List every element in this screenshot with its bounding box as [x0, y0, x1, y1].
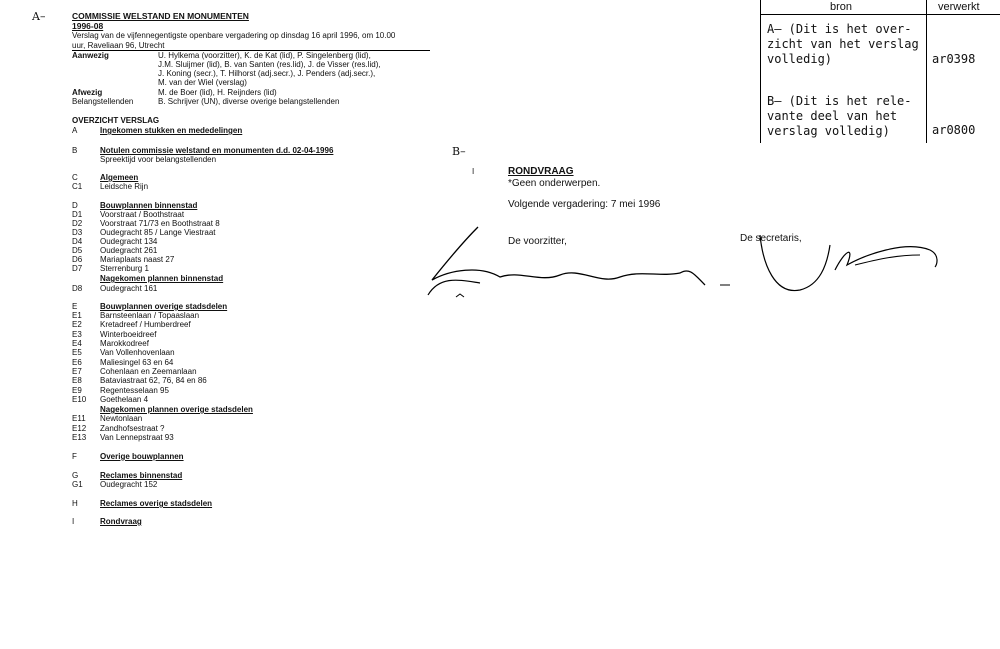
item-code-d3: D3	[72, 228, 83, 237]
item-code-g: G	[72, 471, 79, 480]
item-code-i: I	[72, 517, 75, 526]
item-code-d: D	[72, 201, 78, 210]
late-title-d: Nagekomen plannen binnenstad	[100, 274, 224, 283]
item-code-h: H	[72, 499, 78, 508]
box-note-a-3: volledig)	[767, 52, 833, 66]
item-text-d7: Sterrenburg 1	[100, 264, 149, 273]
secretary-label: De secretaris,	[740, 233, 802, 244]
item-code-e2: E2	[72, 320, 82, 329]
aanwezig-line-1: U. Hylkema (voorzitter), K. de Kat (lid), P. Singelenberg (lid),	[158, 51, 371, 60]
item-text-e9: Regentesselaan 95	[100, 386, 169, 395]
item-code-e1: E1	[72, 311, 82, 320]
aanwezig-line-2: J.M. Sluijmer (lid), B. van Santen (res.lid), J. de Visser (res.lid),	[158, 60, 381, 69]
box-code-b: ar0800	[932, 123, 976, 137]
item-text-d6: Mariaplaats naast 27	[100, 255, 175, 264]
belangstellenden-label: Belangstellenden	[72, 97, 134, 106]
item-code-d5: D5	[72, 246, 83, 255]
item-code-e5: E5	[72, 348, 82, 357]
item-code-a: A	[72, 126, 78, 135]
item-text-e6: Maliesingel 63 en 64	[100, 358, 174, 367]
item-text-d8: Oudegracht 161	[100, 284, 158, 293]
secretary-signature	[755, 225, 945, 310]
item-code-e10: E10	[72, 395, 87, 404]
item-code-c: C	[72, 173, 78, 182]
chair-signature	[420, 215, 740, 305]
afwezig-label: Afwezig	[72, 88, 103, 97]
item-text-e11: Newtonlaan	[100, 414, 143, 423]
document-number: 1996-08	[72, 21, 104, 31]
item-code-e9: E9	[72, 386, 82, 395]
item-title-i: Rondvraag	[100, 517, 142, 526]
item-code-g1: G1	[72, 480, 83, 489]
item-code-e3: E3	[72, 330, 82, 339]
item-text-e13: Van Lennepstraat 93	[100, 433, 174, 442]
item-code-b: B	[72, 146, 78, 155]
box-note-b-2: vante deel van het	[767, 109, 898, 123]
item-code-f: F	[72, 452, 77, 461]
item-title-h: Reclames overige stadsdelen	[100, 499, 213, 508]
chair-label: De voorzitter,	[508, 236, 567, 247]
item-text-g1: Oudegracht 152	[100, 480, 158, 489]
item-code-d6: D6	[72, 255, 83, 264]
aanwezig-label: Aanwezig	[72, 51, 109, 60]
item-code-e13: E13	[72, 433, 87, 442]
box-note-a-2: zicht van het verslag	[767, 37, 919, 51]
margin-mark-a: A–	[32, 10, 46, 23]
item-text-d4: Oudegracht 134	[100, 237, 158, 246]
item-title-g: Reclames binnenstad	[100, 471, 183, 480]
item-title-b: Notulen commissie welstand en monumenten d.d. 02-04-1996	[100, 146, 334, 155]
item-code-e8: E8	[72, 376, 82, 385]
item-text-e2: Kretadreef / Humberdreef	[100, 320, 191, 329]
rondvraag-title: RONDVRAAG	[508, 166, 574, 177]
item-code-d2: D2	[72, 219, 83, 228]
rondvraag-text: *Geen onderwerpen.	[508, 178, 601, 189]
item-text-c1: Leidsche Rijn	[100, 182, 149, 191]
item-text-d3: Oudegracht 85 / Lange Viestraat	[100, 228, 216, 237]
item-text-d2: Voorstraat 71/73 en Boothstraat 8	[100, 219, 220, 228]
box-divider	[926, 0, 927, 143]
late-title-e: Nagekomen plannen overige stadsdelen	[100, 405, 253, 414]
box-note-a-1: A– (Dit is het over-	[767, 22, 912, 36]
document-title: COMMISSIE WELSTAND EN MONUMENTEN	[72, 11, 249, 21]
box-code-a: ar0398	[932, 52, 976, 66]
box-note-b-1: B– (Dit is het rele-	[767, 94, 912, 108]
item-text-e12: Zandhofsestraat ?	[100, 424, 165, 433]
item-title-a: Ingekomen stukken en mededelingen	[100, 126, 243, 135]
item-text-e1: Barnsteenlaan / Topaaslaan	[100, 311, 200, 320]
item-code-d8: D8	[72, 284, 83, 293]
item-code-e6: E6	[72, 358, 82, 367]
item-code-d4: D4	[72, 237, 83, 246]
next-meeting: Volgende vergadering: 7 mei 1996	[508, 199, 661, 210]
box-left-border	[760, 0, 761, 143]
box-col-verwerkt: verwerkt	[938, 1, 980, 13]
item-code-c1: C1	[72, 182, 83, 191]
box-header-rule	[760, 14, 1000, 15]
item-text-e8: Bataviastraat 62, 76, 84 en 86	[100, 376, 207, 385]
item-code-e4: E4	[72, 339, 82, 348]
box-note-b-3: verslag volledig)	[767, 124, 890, 138]
item-code-d7: D7	[72, 264, 83, 273]
item-text-e4: Marokkodreef	[100, 339, 149, 348]
item-text-e5: Van Vollenhovenlaan	[100, 348, 175, 357]
item-text-d1: Voorstraat / Boothstraat	[100, 210, 185, 219]
item-code-e12: E12	[72, 424, 87, 433]
overview-heading: OVERZICHT VERSLAG	[72, 116, 160, 125]
item-title-e: Bouwplannen overige stadsdelen	[100, 302, 228, 311]
afwezig-value: M. de Boer (lid), H. Reijnders (lid)	[158, 88, 277, 97]
item-text-e7: Cohenlaan en Zeemanlaan	[100, 367, 197, 376]
item-code-e7: E7	[72, 367, 82, 376]
item-sub-b: Spreektijd voor belangstellenden	[100, 155, 217, 164]
item-title-c: Algemeen	[100, 173, 139, 182]
meeting-description-2: uur, Raveliaan 96, Utrecht	[72, 41, 165, 50]
aanwezig-line-3: J. Koning (secr.), T. Hilhorst (adj.secr.), J. Penders (adj.secr.),	[158, 69, 376, 78]
margin-mark-b: B–	[452, 145, 466, 158]
rondvraag-code: I	[472, 167, 475, 176]
item-title-d: Bouwplannen binnenstad	[100, 201, 198, 210]
belangstellenden-value: B. Schrijver (UN), diverse overige belangstellenden	[158, 97, 340, 106]
box-col-bron: bron	[830, 1, 853, 13]
aanwezig-line-4: M. van der Wiel (verslag)	[158, 78, 247, 87]
item-code-e11: E11	[72, 414, 86, 423]
item-text-d5: Oudegracht 261	[100, 246, 158, 255]
item-text-e10: Goethelaan 4	[100, 395, 149, 404]
meeting-description-1: Verslag van de vijfennegentigste openbare vergadering op dinsdag 16 april 1996, om 10.00	[72, 31, 396, 40]
item-text-e3: Winterboeidreef	[100, 330, 157, 339]
item-title-f: Overige bouwplannen	[100, 452, 184, 461]
item-code-e: E	[72, 302, 78, 311]
item-code-d1: D1	[72, 210, 83, 219]
